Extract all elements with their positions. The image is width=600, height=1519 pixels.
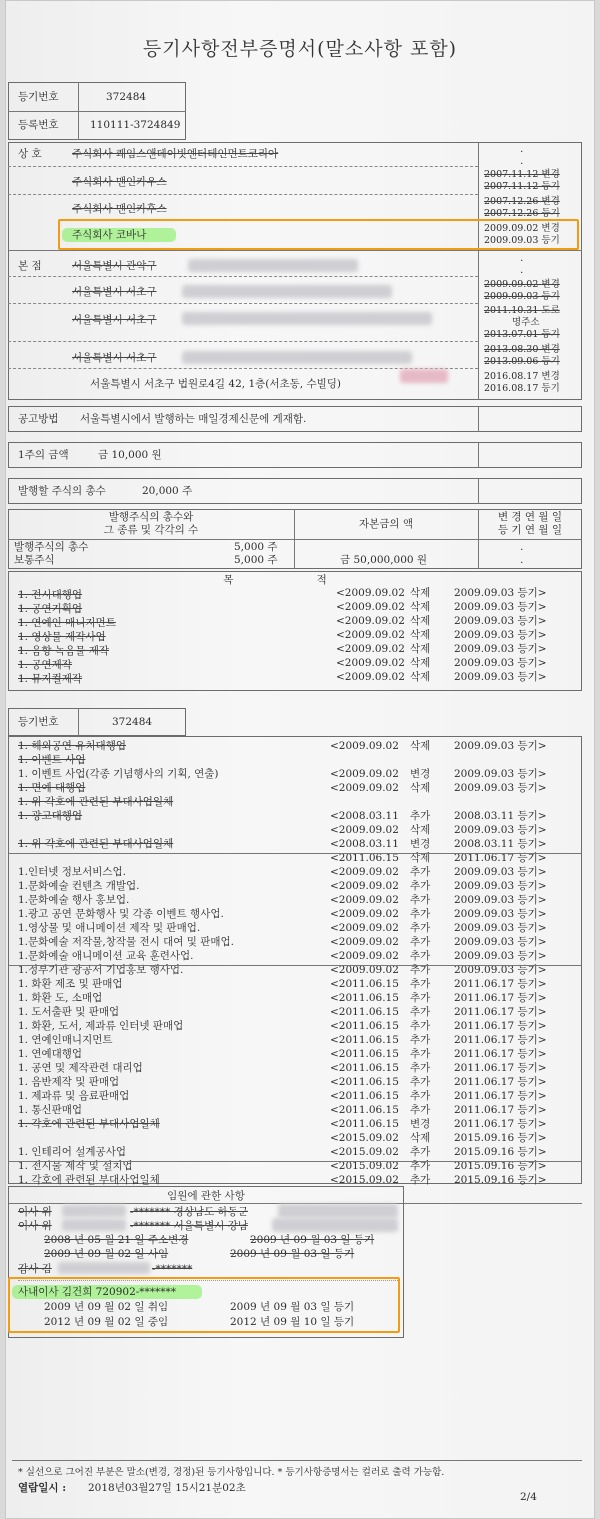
purpose-reg: 2009.09.03 등기> xyxy=(454,671,547,683)
purpose-date: <2011.06.15 xyxy=(330,992,399,1004)
purpose-reg: 2009.09.03 등기> xyxy=(454,964,547,976)
purpose-date: <2011.06.15 xyxy=(330,978,399,990)
purpose-type: 삭제 xyxy=(410,852,431,864)
purpose-item: 1. 영상물 제작사업 xyxy=(18,631,106,643)
purpose-reg: 2011.06.17 등기> xyxy=(454,1006,547,1018)
purpose-date: <2011.06.15 xyxy=(330,1034,399,1046)
capital-header-2: 자본금의 액 xyxy=(358,518,414,530)
company-name-2-date1: 2007.11.12 변경 xyxy=(484,169,560,180)
corp-number-label: 등록번호 xyxy=(18,119,59,131)
officer-history-2: 2009 년 09 월 02 일 사임 xyxy=(44,1248,169,1260)
hq-3-date2: 명주소 xyxy=(512,317,540,328)
hq-1-date1: . xyxy=(520,252,524,264)
purpose-type: 삭제 xyxy=(410,671,431,683)
purpose-type: 추가 xyxy=(410,908,431,920)
purpose-date: <2009.09.02 xyxy=(330,950,399,962)
purpose-type: 추가 xyxy=(410,1146,431,1158)
purpose-type: 추가 xyxy=(410,950,431,962)
purpose-date: <2009.09.02 xyxy=(330,964,399,976)
purpose-item: 1. 각호에 관련된 부대사업일체 xyxy=(18,1174,160,1186)
highlight-box-company-name xyxy=(58,219,579,250)
purpose-reg: 2015.09.16 등기> xyxy=(454,1174,547,1186)
purpose-group-divider xyxy=(8,853,582,854)
purpose-date: <2015.09.02 xyxy=(330,1146,399,1158)
purpose-item: 1.광고 공연 문화행사 및 각종 이벤트 행사업. xyxy=(18,908,224,920)
purpose-date: <2015.09.02 xyxy=(330,1174,399,1186)
purpose-reg: 2009.09.03 등기> xyxy=(454,936,547,948)
reg-number-value: 372484 xyxy=(106,91,147,103)
officer-reappointment: 2012 년 09 월 02 일 중임 xyxy=(44,1316,169,1328)
purpose-date: <2009.09.02 xyxy=(330,740,399,752)
purpose-date: <2009.09.02 xyxy=(330,768,399,780)
purpose-date: <2009.09.02 xyxy=(330,894,399,906)
purpose-reg: 2009.09.03 등기> xyxy=(454,768,547,780)
purpose-item: 1. 연예대행업 xyxy=(18,1048,83,1060)
purpose-reg: 2011.06.17 등기> xyxy=(454,978,547,990)
purpose-type: 추가 xyxy=(410,880,431,892)
officer-auditor-detail: -******* xyxy=(152,1263,193,1275)
purpose-reg: 2015.09.16 등기> xyxy=(454,1132,547,1144)
view-time-label: 열람일시 : xyxy=(18,1482,67,1494)
hq-4-date1: 2013.08.30 변경 xyxy=(484,344,560,355)
purpose-date: <2009.09.02 xyxy=(336,615,405,627)
view-time-value: 2018년03월27일 15시21분02초 xyxy=(88,1482,246,1494)
purpose-type: 삭제 xyxy=(410,1132,431,1144)
purpose-item: 1. 이벤트 사업 xyxy=(18,754,86,766)
purpose-type: 추가 xyxy=(410,1076,431,1088)
capital-header-3b: 등 기 연 월 일 xyxy=(497,524,563,536)
purpose-reg: 2011.06.17 등기> xyxy=(454,1104,547,1116)
company-name-3-date1: 2007.12.26 변경 xyxy=(484,196,560,207)
purpose-item: 1.문화예술 애니메이션 교육 훈련사업. xyxy=(18,950,194,962)
purpose-date: <2011.06.15 xyxy=(330,1062,399,1074)
purpose-type: 삭제 xyxy=(410,587,431,599)
purpose-reg: 2009.09.03 등기> xyxy=(454,629,547,641)
hq-3-date3: 2013.07.01 등기 xyxy=(484,329,560,340)
purpose-date: <2011.06.15 xyxy=(330,1104,399,1116)
purpose-reg: 2015.09.16 등기> xyxy=(454,1160,547,1172)
purpose-reg: 2009.09.03 등기> xyxy=(454,587,547,599)
redacted-officer-2-address xyxy=(272,1218,398,1232)
purpose-type: 변경 xyxy=(410,768,431,780)
footer-note: * 실선으로 그어진 부분은 말소(변경, 경정)된 등기사항입니다. * 등기사항증명서는 컬러로 출력 가능함. xyxy=(18,1467,445,1478)
purpose-reg: 2011.06.17 등기> xyxy=(454,1062,547,1074)
company-name-1-date1: . xyxy=(520,143,524,155)
purpose-date: <2009.09.02 xyxy=(336,601,405,613)
purpose-type: 추가 xyxy=(410,1062,431,1074)
purpose-date: <2008.03.11 xyxy=(330,810,399,822)
purpose-date: <2011.06.15 xyxy=(330,1006,399,1018)
purpose-date: <2009.09.02 xyxy=(336,629,405,641)
capital-row-1-value: 5,000 주 xyxy=(234,541,278,553)
purpose-reg: 2009.09.03 등기> xyxy=(454,894,547,906)
hq-address-3: 서울특별시 서초구 xyxy=(72,314,157,326)
capital-header-1b: 그 종류 및 각각의 수 xyxy=(103,524,199,536)
redacted-stamp-hq xyxy=(400,369,448,383)
purpose-item: 1. 음반제작 및 판매업 xyxy=(18,1076,120,1088)
purpose-reg: 2011.06.17 등기> xyxy=(454,1118,547,1130)
hq-address-1: 서울특별시 관악구 xyxy=(72,260,157,272)
purpose-item: 1. 해외공연 유치대행업 xyxy=(18,740,126,752)
purpose-item: 1. 각호에 관련된 부대사업일체 xyxy=(18,1118,160,1130)
redacted-officer-1 xyxy=(62,1205,126,1217)
purpose-item: 1. 뮤지컬제작 xyxy=(18,673,83,685)
notice-method-label: 공고방법 xyxy=(18,413,59,425)
purpose-type: 변경 xyxy=(410,838,431,850)
officer-director-1-detail: -******* 경상남도 하동군 xyxy=(130,1206,248,1218)
purpose-item: 1.인터넷 정보서비스업. xyxy=(18,866,126,878)
highlight-box-officer xyxy=(8,1277,400,1333)
redacted-officer-2 xyxy=(62,1219,126,1231)
redacted-officer-1-address xyxy=(278,1204,398,1218)
purpose-type: 추가 xyxy=(410,1034,431,1046)
share-value: 금 10,000 원 xyxy=(98,449,162,461)
purpose-date: <2015.09.02 xyxy=(330,1160,399,1172)
company-name-1: 주식회사 쾌임스앤데이빗엔터테인먼트코리아 xyxy=(72,148,279,160)
purpose-date: <2009.09.02 xyxy=(330,782,399,794)
purpose-type: 삭제 xyxy=(410,615,431,627)
purpose-type: 삭제 xyxy=(410,643,431,655)
purpose-type: 추가 xyxy=(410,964,431,976)
purpose-reg: 2009.09.03 등기> xyxy=(454,866,547,878)
reg-number-label-2: 등기번호 xyxy=(18,716,59,728)
purpose-reg: 2009.09.03 등기> xyxy=(454,950,547,962)
hq-address-4: 서울특별시 서초구 xyxy=(72,352,157,364)
redacted-address-4 xyxy=(182,351,412,364)
purpose-reg: 2015.09.16 등기> xyxy=(454,1146,547,1158)
purpose-reg: 2011.06.17 등기> xyxy=(454,1048,547,1060)
purpose-date: <2009.09.02 xyxy=(330,880,399,892)
purpose-date: <2011.06.15 xyxy=(330,1090,399,1102)
officer-inside-director: 사내이사 김건희 720902-******* xyxy=(18,1286,177,1298)
purpose-item: 1. 화환 도, 소매업 xyxy=(18,992,103,1004)
purpose-date: <2011.06.15 xyxy=(330,1048,399,1060)
purpose-reg: 2009.09.03 등기> xyxy=(454,908,547,920)
purpose-date: <2009.09.02 xyxy=(336,587,405,599)
hq-address-2: 서울특별시 서초구 xyxy=(72,286,157,298)
purpose-type: 추가 xyxy=(410,1090,431,1102)
document-title: 등기사항전부증명서(말소사항 포함) xyxy=(142,38,458,60)
purpose-item: 1. 음향 녹음물 제작 xyxy=(18,645,110,657)
purpose-reg: 2009.09.03 등기> xyxy=(454,880,547,892)
purpose-item: 1. 연예인 매니지먼트 xyxy=(18,617,116,629)
capital-header-1a: 발행주식의 총수와 xyxy=(108,511,194,523)
purpose-type: 삭제 xyxy=(410,782,431,794)
purpose-item: 1.문화예술 행사 홍보업. xyxy=(18,894,130,906)
purpose-reg: 2009.09.03 등기> xyxy=(454,824,547,836)
officer-director-1: 이사 위 xyxy=(18,1206,52,1218)
hq-2-date1: 2009.09.02 변경 xyxy=(484,279,560,290)
purpose-date: <2009.09.02 xyxy=(330,866,399,878)
officer-history-2-reg: 2009 년 09 월 03 일 등기 xyxy=(230,1248,355,1260)
capital-row-1-label: 발행주식의 총수 xyxy=(14,541,89,553)
purpose-reg: 2009.09.03 등기> xyxy=(454,922,547,934)
purpose-item: 1. 전시대행업 xyxy=(18,589,83,601)
purpose-reg: 2009.09.03 등기> xyxy=(454,643,547,655)
purpose-date: <2009.09.02 xyxy=(336,643,405,655)
share-value-box xyxy=(8,442,582,468)
purpose-item: 1. 화환 제조 및 판매업 xyxy=(18,978,123,990)
redacted-address-1 xyxy=(188,259,358,272)
purpose-date: <2008.03.11 xyxy=(330,838,399,850)
purpose-item: 1. 위 각호에 관련된 부대사업일체 xyxy=(18,796,174,808)
purpose-item: 1.문화예술 컨텐츠 개발업. xyxy=(18,880,140,892)
purpose-reg: 2011.06.17 등기> xyxy=(454,1090,547,1102)
company-name-3-date2: 2007.12.26 등기 xyxy=(484,208,560,219)
purpose-type: 추가 xyxy=(410,1174,431,1186)
purpose-type: 추가 xyxy=(410,978,431,990)
hq-current-date1: 2016.08.17 변경 xyxy=(484,371,560,382)
purpose-reg: 2008.03.11 등기> xyxy=(454,810,547,822)
purpose-type: 추가 xyxy=(410,1160,431,1172)
capital-row-2-label: 보통주식 xyxy=(14,554,55,566)
purpose-date: <2009.09.02 xyxy=(330,922,399,934)
purpose-label: 목 적 xyxy=(223,574,367,586)
purpose-type: 삭제 xyxy=(410,629,431,641)
company-name-label: 상 호 xyxy=(18,148,42,160)
purpose-date: <2011.06.15 xyxy=(330,1118,399,1130)
purpose-item: 1. 통신판매업 xyxy=(18,1104,83,1116)
capital-amount: 금 50,000,000 원 xyxy=(340,554,428,566)
corp-number-value: 110111-3724849 xyxy=(90,119,181,131)
purpose-item: 1.문화예술 저작물,창작물 전시 대여 및 판매업. xyxy=(18,936,234,948)
purpose-reg: 2008.03.11 등기> xyxy=(454,838,547,850)
capital-date2: . xyxy=(520,554,524,566)
company-name-2-date2: 2007.11.12 등기 xyxy=(484,181,560,192)
officer-appointment-reg: 2009 년 09 월 03 일 등기 xyxy=(230,1301,355,1313)
redacted-address-2 xyxy=(182,285,392,298)
capital-row-2-value: 5,000 주 xyxy=(234,554,278,566)
page-number: 2/4 xyxy=(520,1491,537,1503)
purpose-item: 1.영상물 및 애니메이션 제작 및 판매업. xyxy=(18,922,201,934)
redacted-auditor xyxy=(58,1262,150,1274)
purpose-type: 추가 xyxy=(410,1006,431,1018)
hq-2-date2: 2009.09.03 등기 xyxy=(484,291,560,302)
purpose-date: <2009.09.02 xyxy=(330,824,399,836)
officer-reappointment-reg: 2012 년 09 월 10 일 등기 xyxy=(230,1316,355,1328)
purpose-item: 1. 광고대행업 xyxy=(18,810,83,822)
purpose-date: <2015.09.02 xyxy=(330,1132,399,1144)
purpose-type: 추가 xyxy=(410,1048,431,1060)
officer-history-1-reg: 2009 년 09 월 03 일 등기 xyxy=(250,1234,375,1246)
purpose-date: <2011.06.15 xyxy=(330,852,399,864)
purpose-item: 1. 화환, 도서, 제과류 인터넷 판매업 xyxy=(18,1020,184,1032)
company-name-1-date2: . xyxy=(520,155,524,167)
company-name-current-date2: 2009.09.03 등기 xyxy=(484,235,560,246)
purpose-item: 1. 전시물 제작 및 설치업 xyxy=(18,1160,133,1172)
company-name-current-date1: 2009.09.02 변경 xyxy=(484,223,560,234)
officer-auditor: 감사 김 xyxy=(18,1263,52,1275)
purpose-date: <2009.09.02 xyxy=(330,936,399,948)
hq-current-date2: 2016.08.17 등기 xyxy=(484,383,560,394)
purpose-type: 추가 xyxy=(410,1020,431,1032)
purpose-item: 1. 이벤트 사업(각종 기념행사의 기획, 연출) xyxy=(18,768,219,780)
purpose-reg: 2011.06.17 등기> xyxy=(454,1034,547,1046)
purpose-item: 1. 인테리어 설계공사업 xyxy=(18,1146,126,1158)
reg-number-label: 등기번호 xyxy=(18,91,59,103)
officer-director-2-detail: -******* 서울특별시 강남 xyxy=(130,1220,248,1232)
officers-label: 임원에 관한 사항 xyxy=(167,1190,245,1202)
purpose-reg: 2011.06.17 등기> xyxy=(454,992,547,1004)
hq-3-date1: 2011.10.31 도로 xyxy=(484,305,560,316)
officer-appointment: 2009 년 09 월 02 일 취임 xyxy=(44,1301,169,1313)
purpose-type: 추가 xyxy=(410,1104,431,1116)
purpose-type: 삭제 xyxy=(410,740,431,752)
hq-label: 본 점 xyxy=(18,260,42,272)
purpose-item: 1. 도서출판 및 판매업 xyxy=(18,1006,120,1018)
purpose-item: 1. 위 각호에 관련된 부대사업일체 xyxy=(18,838,174,850)
purpose-type: 추가 xyxy=(410,810,431,822)
purpose-type: 추가 xyxy=(410,936,431,948)
purpose-type: 변경 xyxy=(410,1118,431,1130)
purpose-type: 삭제 xyxy=(410,657,431,669)
purpose-type: 추가 xyxy=(410,992,431,1004)
redacted-address-3 xyxy=(182,312,432,325)
purpose-type: 삭제 xyxy=(410,824,431,836)
purpose-reg: 2009.09.03 등기> xyxy=(454,657,547,669)
purpose-item: 1. 면예 대행업 xyxy=(18,782,86,794)
hq-1-date2: . xyxy=(520,264,524,276)
purpose-date: <2009.09.02 xyxy=(336,657,405,669)
purpose-item: 1. 공연 및 제작관련 대리업 xyxy=(18,1062,143,1074)
reg-number-value-2: 372484 xyxy=(112,716,153,728)
notice-method-value: 서울특별시에서 발행하는 매일경제신문에 게재함. xyxy=(80,413,307,425)
capital-date1: . xyxy=(520,541,524,553)
purpose-reg: 2011.06.17 등기> xyxy=(454,1020,547,1032)
purpose-reg: 2011.06.17 등기> xyxy=(454,852,547,864)
purpose-date: <2011.06.15 xyxy=(330,1076,399,1088)
purpose-type: 추가 xyxy=(410,922,431,934)
purpose-type: 삭제 xyxy=(410,601,431,613)
purpose-item: 1. 공연제작 xyxy=(18,659,72,671)
share-value-label: 1주의 금액 xyxy=(18,449,69,461)
purpose-date: <2011.06.15 xyxy=(330,1020,399,1032)
purpose-type: 추가 xyxy=(410,866,431,878)
purpose-reg: 2009.09.03 등기> xyxy=(454,615,547,627)
hq-address-current: 서울특별시 서초구 법원로4길 42, 1층(서초동, 수빌딩) xyxy=(90,378,341,390)
purpose-reg: 2011.06.17 등기> xyxy=(454,1076,547,1088)
company-name-current: 주식회사 코바나 xyxy=(72,229,147,241)
purpose-item: 1.정부기관 광공서 기업홍보 행사업. xyxy=(18,964,184,976)
purpose-group-divider xyxy=(8,965,582,966)
purpose-date: <2009.09.02 xyxy=(336,671,405,683)
purpose-item: 1. 제과류 및 음료판매업 xyxy=(18,1090,130,1102)
company-name-3: 주식회사 맨인카후스 xyxy=(72,203,167,215)
purpose-reg: 2009.09.03 등기> xyxy=(454,601,547,613)
purpose-reg: 2009.09.03 등기> xyxy=(454,740,547,752)
capital-header-3a: 변 경 연 월 일 xyxy=(497,511,563,523)
purpose-item: 1. 공연기획업 xyxy=(18,603,83,615)
purpose-date: <2009.09.02 xyxy=(330,908,399,920)
purpose-group-divider xyxy=(8,1161,582,1162)
hq-4-date2: 2013.09.06 등기 xyxy=(484,356,560,367)
officer-history-1: 2008 년 05 월 21 일 주소변경 xyxy=(44,1234,189,1246)
purpose-type: 추가 xyxy=(410,894,431,906)
company-name-2: 주식회사 맨인카우스 xyxy=(72,176,167,188)
total-shares-value: 20,000 주 xyxy=(142,485,193,497)
total-shares-label: 발행할 주식의 총수 xyxy=(18,485,106,497)
purpose-item: 1. 연예인매니지먼트 xyxy=(18,1034,113,1046)
purpose-reg: 2009.09.03 등기> xyxy=(454,782,547,794)
officer-director-2: 이사 위 xyxy=(18,1220,52,1232)
